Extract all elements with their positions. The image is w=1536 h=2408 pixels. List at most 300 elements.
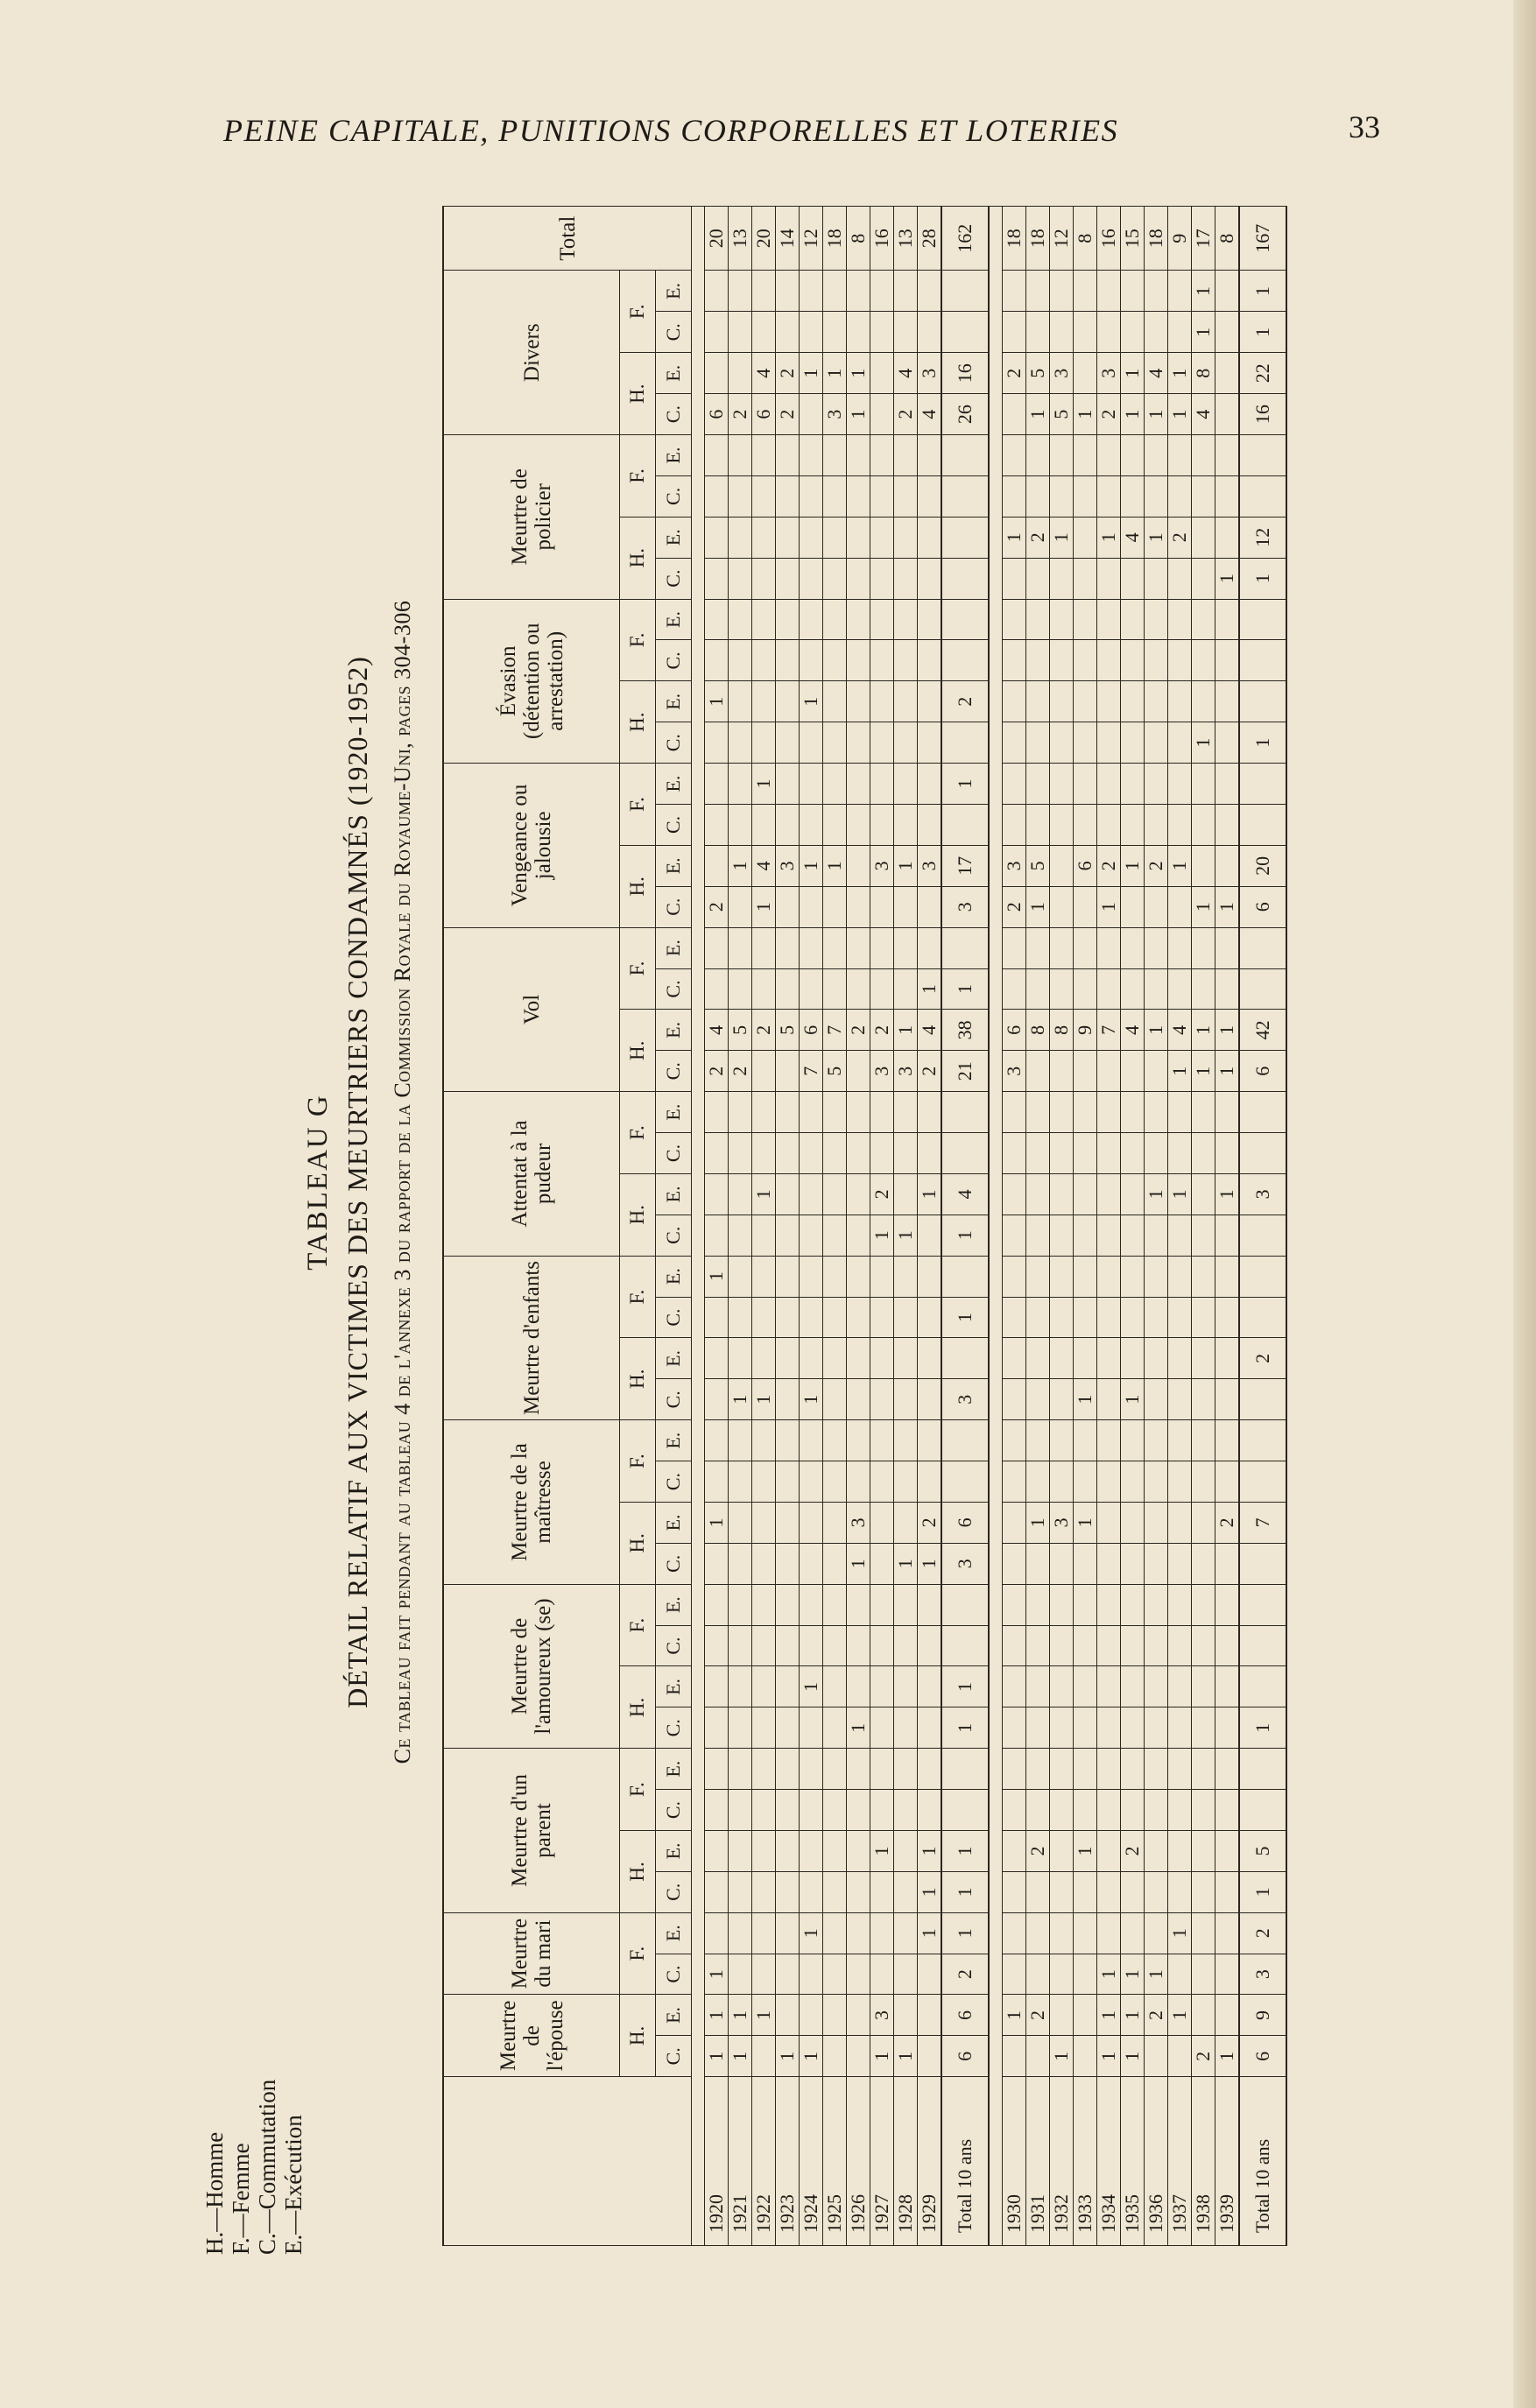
legend-item: F.—Femme: [228, 2143, 254, 2255]
value-cell: [894, 312, 918, 353]
value-cell: 1: [800, 845, 823, 886]
value-cell: [918, 1666, 942, 1707]
value-cell: [918, 1133, 942, 1174]
value-cell: [1097, 1707, 1121, 1749]
table-row: [800, 207, 823, 2246]
value-cell: [800, 805, 823, 846]
value-cell: [1168, 1420, 1192, 1461]
value-cell: [1097, 1420, 1121, 1461]
value-cell: [894, 1954, 918, 1995]
value-cell: [800, 1092, 823, 1133]
value-cell: [776, 599, 800, 640]
value-cell: [705, 1092, 729, 1133]
value-cell: 4: [705, 1010, 729, 1051]
value-cell: [1050, 1912, 1074, 1954]
value-cell: [1074, 886, 1097, 927]
total-value-cell: [941, 805, 989, 846]
value-cell: [1003, 1256, 1026, 1297]
value-cell: [1168, 1625, 1192, 1666]
value-cell: [1168, 1502, 1192, 1543]
value-cell: [1050, 927, 1074, 968]
value-cell: [894, 805, 918, 846]
value-cell: [1050, 1092, 1074, 1133]
value-cell: [1003, 475, 1026, 517]
value-cell: [823, 1871, 847, 1912]
total-value-cell: 22: [1239, 353, 1286, 394]
value-cell: [1121, 1871, 1145, 1912]
value-cell: [1168, 1133, 1192, 1174]
outcome-header: C.: [656, 2036, 692, 2077]
value-cell: [752, 640, 776, 681]
value-cell: [870, 1297, 894, 1338]
value-cell: [1074, 1625, 1097, 1666]
total-value-cell: 1: [941, 968, 989, 1010]
value-cell: [847, 475, 870, 517]
value-cell: 1: [918, 1831, 942, 1872]
value-cell: [1050, 1543, 1074, 1584]
total-value-cell: 12: [1239, 517, 1286, 558]
value-cell: [894, 475, 918, 517]
value-cell: [1050, 1297, 1074, 1338]
value-cell: [729, 1625, 752, 1666]
value-cell: [823, 1790, 847, 1831]
value-cell: [1215, 1543, 1240, 1584]
total-value-cell: 17: [941, 845, 989, 886]
value-cell: [1215, 1954, 1240, 1995]
outcome-header: C.: [656, 1625, 692, 1666]
year-cell: 1937: [1168, 2077, 1192, 2246]
value-cell: [1003, 1173, 1026, 1215]
total-value-cell: [941, 1133, 989, 1174]
total-value-cell: 1: [941, 1912, 989, 1954]
value-cell: 4: [1145, 353, 1168, 394]
total-value-cell: 5: [1239, 1831, 1286, 1872]
value-cell: 1: [870, 2036, 894, 2077]
value-cell: 1: [1026, 886, 1050, 927]
value-cell: [870, 805, 894, 846]
value-cell: [918, 722, 942, 764]
value-cell: [800, 1338, 823, 1379]
value-cell: 1: [1168, 394, 1192, 435]
value-cell: [752, 1707, 776, 1749]
total-value-cell: 1: [941, 1707, 989, 1749]
total-value-cell: 3: [941, 1379, 989, 1420]
value-cell: [1121, 681, 1145, 722]
total-value-cell: [941, 1256, 989, 1297]
value-cell: [1192, 1707, 1215, 1749]
value-cell: [800, 722, 823, 764]
outcome-header: C.: [656, 1215, 692, 1256]
value-cell: 7: [800, 1051, 823, 1092]
value-cell: [823, 640, 847, 681]
value-cell: [1050, 312, 1074, 353]
value-cell: [776, 681, 800, 722]
value-cell: [1215, 312, 1240, 353]
value-cell: [752, 1461, 776, 1503]
value-cell: 4: [1192, 394, 1215, 435]
value-cell: [1215, 968, 1240, 1010]
value-cell: [823, 764, 847, 805]
value-cell: [1003, 1461, 1026, 1503]
value-cell: [1145, 1707, 1168, 1749]
value-cell: [1121, 599, 1145, 640]
group-header: Meurtre d'enfants: [443, 1256, 620, 1420]
total-value-cell: [941, 517, 989, 558]
value-cell: [1145, 1790, 1168, 1831]
value-cell: [705, 968, 729, 1010]
value-cell: 1: [1192, 312, 1215, 353]
value-cell: [847, 1666, 870, 1707]
value-cell: [1003, 640, 1026, 681]
value-cell: [1050, 558, 1074, 599]
value-cell: 1: [847, 394, 870, 435]
value-cell: [894, 435, 918, 476]
value-cell: [1003, 805, 1026, 846]
value-cell: [847, 599, 870, 640]
value-cell: [1121, 1297, 1145, 1338]
value-cell: 1: [1215, 558, 1240, 599]
value-cell: [1097, 805, 1121, 846]
value-cell: [1121, 722, 1145, 764]
value-cell: [705, 435, 729, 476]
value-cell: 5: [1026, 845, 1050, 886]
value-cell: [1074, 1051, 1097, 1092]
value-cell: [1097, 1749, 1121, 1790]
total-value-cell: 4: [941, 1173, 989, 1215]
value-cell: [1145, 1831, 1168, 1872]
value-cell: [1168, 1790, 1192, 1831]
outcome-header: E.: [656, 845, 692, 886]
value-cell: [729, 886, 752, 927]
value-cell: [729, 1092, 752, 1133]
value-cell: [1121, 1912, 1145, 1954]
value-cell: [776, 1092, 800, 1133]
outcome-header: C.: [656, 1954, 692, 1995]
value-cell: [1026, 1584, 1050, 1625]
value-cell: [870, 1790, 894, 1831]
total-value-cell: [1239, 640, 1286, 681]
value-cell: [776, 1584, 800, 1625]
value-cell: 1: [870, 1831, 894, 1872]
value-cell: [918, 2036, 942, 2077]
value-cell: [1074, 599, 1097, 640]
value-cell: 2: [776, 394, 800, 435]
value-cell: [1050, 1995, 1074, 2036]
outcome-header: E.: [656, 1584, 692, 1625]
value-cell: [1192, 1625, 1215, 1666]
group-header: Vengeance ou jalousie: [443, 764, 620, 928]
value-cell: [1097, 475, 1121, 517]
value-cell: [1215, 1133, 1240, 1174]
value-cell: [1026, 1379, 1050, 1420]
value-cell: 1: [752, 1379, 776, 1420]
value-cell: [823, 1912, 847, 1954]
value-cell: 8: [1192, 353, 1215, 394]
value-cell: [823, 1256, 847, 1297]
value-cell: [1168, 805, 1192, 846]
value-cell: [847, 1256, 870, 1297]
value-cell: [776, 1707, 800, 1749]
value-cell: 1: [894, 1010, 918, 1051]
value-cell: [894, 764, 918, 805]
value-cell: [776, 558, 800, 599]
value-cell: 16: [1097, 207, 1121, 271]
value-cell: [1050, 1133, 1074, 1174]
value-cell: [1168, 640, 1192, 681]
value-cell: [1192, 1749, 1215, 1790]
value-cell: [800, 1173, 823, 1215]
value-cell: [1074, 1420, 1097, 1461]
value-cell: [1097, 1790, 1121, 1831]
value-cell: 1: [918, 1871, 942, 1912]
value-cell: [705, 1543, 729, 1584]
table-title: DÉTAIL RELATIF AUX VICTIMES DES MEURTRIERS CONDAMNÉS (1920-1952): [342, 656, 373, 1708]
value-cell: [1121, 475, 1145, 517]
value-cell: 1: [823, 353, 847, 394]
value-cell: [847, 845, 870, 886]
value-cell: [1050, 435, 1074, 476]
value-cell: [1050, 1051, 1074, 1092]
value-cell: [894, 1461, 918, 1503]
table-row: [1097, 207, 1121, 2246]
value-cell: 3: [918, 845, 942, 886]
value-cell: 1: [870, 1215, 894, 1256]
value-cell: [1026, 1871, 1050, 1912]
value-cell: 1: [918, 1912, 942, 1954]
value-cell: [823, 1502, 847, 1543]
value-cell: [1145, 1625, 1168, 1666]
value-cell: [823, 1995, 847, 2036]
value-cell: [1003, 1502, 1026, 1543]
value-cell: [894, 271, 918, 312]
value-cell: [1050, 722, 1074, 764]
value-cell: [1192, 1215, 1215, 1256]
year-cell: 1928: [894, 2077, 918, 2246]
value-cell: [1145, 1338, 1168, 1379]
value-cell: [894, 681, 918, 722]
value-cell: [870, 1871, 894, 1912]
outcome-header: E.: [656, 271, 692, 312]
value-cell: [1026, 558, 1050, 599]
value-cell: 20: [752, 207, 776, 271]
value-cell: 18: [1145, 207, 1168, 271]
value-cell: [729, 1707, 752, 1749]
value-cell: [918, 1297, 942, 1338]
value-cell: [870, 312, 894, 353]
value-cell: [1097, 1338, 1121, 1379]
value-cell: 1: [1050, 2036, 1074, 2077]
value-cell: [894, 1831, 918, 1872]
value-cell: [918, 475, 942, 517]
value-cell: [1074, 1173, 1097, 1215]
value-cell: [870, 1502, 894, 1543]
value-cell: 2: [1097, 394, 1121, 435]
value-cell: 5: [1026, 353, 1050, 394]
value-cell: [1145, 764, 1168, 805]
year-cell: 1934: [1097, 2077, 1121, 2246]
sex-header: F.: [620, 927, 656, 1010]
total-value-cell: [941, 1790, 989, 1831]
value-cell: [1097, 1256, 1121, 1297]
outcome-header: C.: [656, 1461, 692, 1503]
value-cell: [776, 1543, 800, 1584]
total-value-cell: 3: [1239, 1173, 1286, 1215]
year-cell: 1925: [823, 2077, 847, 2246]
total-value-cell: [941, 1092, 989, 1133]
value-cell: [1168, 1297, 1192, 1338]
total-value-cell: [1239, 1543, 1286, 1584]
value-cell: [1168, 927, 1192, 968]
value-cell: [752, 517, 776, 558]
sex-header: H.: [620, 1995, 656, 2077]
value-cell: 1: [823, 845, 847, 886]
value-cell: [870, 271, 894, 312]
value-cell: [847, 1749, 870, 1790]
value-cell: [1050, 1379, 1074, 1420]
total-value-cell: 6: [1239, 2036, 1286, 2077]
total-value-cell: 16: [941, 353, 989, 394]
value-cell: 18: [1003, 207, 1026, 271]
value-cell: 1: [1121, 845, 1145, 886]
total-value-cell: [941, 312, 989, 353]
value-cell: 1: [1168, 1173, 1192, 1215]
value-cell: [729, 1790, 752, 1831]
legend-item: E.—Exécution: [280, 2115, 306, 2255]
value-cell: [1192, 1666, 1215, 1707]
value-cell: [823, 1133, 847, 1174]
sex-header: F.: [620, 764, 656, 846]
value-cell: [752, 1666, 776, 1707]
value-cell: 1: [752, 1173, 776, 1215]
sex-header: H.: [620, 1666, 656, 1749]
table-row: [1215, 207, 1240, 2246]
legend: [201, 1729, 306, 2255]
value-cell: [729, 1461, 752, 1503]
value-cell: [1097, 435, 1121, 476]
value-cell: [1074, 353, 1097, 394]
value-cell: [1026, 968, 1050, 1010]
value-cell: [1192, 681, 1215, 722]
value-cell: [1145, 968, 1168, 1010]
value-cell: [918, 1461, 942, 1503]
value-cell: [800, 1584, 823, 1625]
value-cell: [1003, 312, 1026, 353]
value-cell: [800, 435, 823, 476]
year-header: [443, 2077, 692, 2246]
value-cell: [823, 1666, 847, 1707]
value-cell: [894, 1995, 918, 2036]
value-cell: 1: [705, 1995, 729, 2036]
table-row: [776, 207, 800, 2246]
value-cell: [823, 1461, 847, 1503]
value-cell: [1097, 271, 1121, 312]
value-cell: 1: [729, 845, 752, 886]
value-cell: 1: [1121, 1379, 1145, 1420]
value-cell: 1: [1026, 1502, 1050, 1543]
value-cell: 8: [1050, 1010, 1074, 1051]
value-cell: [847, 558, 870, 599]
value-cell: 7: [1097, 1010, 1121, 1051]
value-cell: [1003, 1749, 1026, 1790]
value-cell: [1026, 1954, 1050, 1995]
outcome-header: C.: [656, 968, 692, 1010]
value-cell: [1026, 1051, 1050, 1092]
value-cell: [918, 1256, 942, 1297]
value-cell: 2: [870, 1173, 894, 1215]
value-cell: [729, 1954, 752, 1995]
value-cell: [870, 1625, 894, 1666]
value-cell: [870, 722, 894, 764]
value-cell: [870, 435, 894, 476]
value-cell: [1121, 435, 1145, 476]
value-cell: [752, 1092, 776, 1133]
value-cell: [1074, 1871, 1097, 1912]
value-cell: [918, 1420, 942, 1461]
value-cell: [1215, 1215, 1240, 1256]
value-cell: 1: [1145, 1173, 1168, 1215]
value-cell: [1003, 1133, 1026, 1174]
value-cell: [1050, 1831, 1074, 1872]
value-cell: [1121, 558, 1145, 599]
value-cell: 1: [1192, 1051, 1215, 1092]
value-cell: 1: [1121, 353, 1145, 394]
value-cell: [800, 475, 823, 517]
total-value-cell: [1239, 1749, 1286, 1790]
value-cell: [800, 312, 823, 353]
value-cell: [1145, 475, 1168, 517]
value-cell: [800, 271, 823, 312]
value-cell: [1003, 1092, 1026, 1133]
value-cell: [1215, 764, 1240, 805]
value-cell: 1: [705, 2036, 729, 2077]
table-row: [752, 207, 776, 2246]
value-cell: [1003, 394, 1026, 435]
value-cell: [752, 2036, 776, 2077]
value-cell: [1145, 558, 1168, 599]
value-cell: [1074, 1256, 1097, 1297]
value-cell: 9: [1074, 1010, 1097, 1051]
value-cell: [1003, 681, 1026, 722]
value-cell: [1121, 1666, 1145, 1707]
total-value-cell: 6: [1239, 1051, 1286, 1092]
value-cell: [1215, 1584, 1240, 1625]
spacer-cell: [692, 207, 705, 2246]
value-cell: [1215, 1871, 1240, 1912]
total-value-cell: 1: [941, 1297, 989, 1338]
value-cell: [1003, 1831, 1026, 1872]
value-cell: [1121, 1502, 1145, 1543]
total-value-cell: 1: [1239, 722, 1286, 764]
value-cell: [1121, 1584, 1145, 1625]
value-cell: [1050, 681, 1074, 722]
table-row: [918, 207, 942, 2246]
value-cell: [1097, 1173, 1121, 1215]
value-cell: [1050, 1338, 1074, 1379]
value-cell: 13: [729, 207, 752, 271]
sex-header: H.: [620, 845, 656, 927]
value-cell: [1215, 435, 1240, 476]
value-cell: [1074, 475, 1097, 517]
value-cell: [1003, 1666, 1026, 1707]
total-value-cell: [1239, 927, 1286, 968]
value-cell: [1050, 599, 1074, 640]
value-cell: [1145, 271, 1168, 312]
value-cell: [752, 599, 776, 640]
value-cell: [870, 886, 894, 927]
value-cell: [1192, 1420, 1215, 1461]
value-cell: [1168, 435, 1192, 476]
value-cell: [729, 805, 752, 846]
